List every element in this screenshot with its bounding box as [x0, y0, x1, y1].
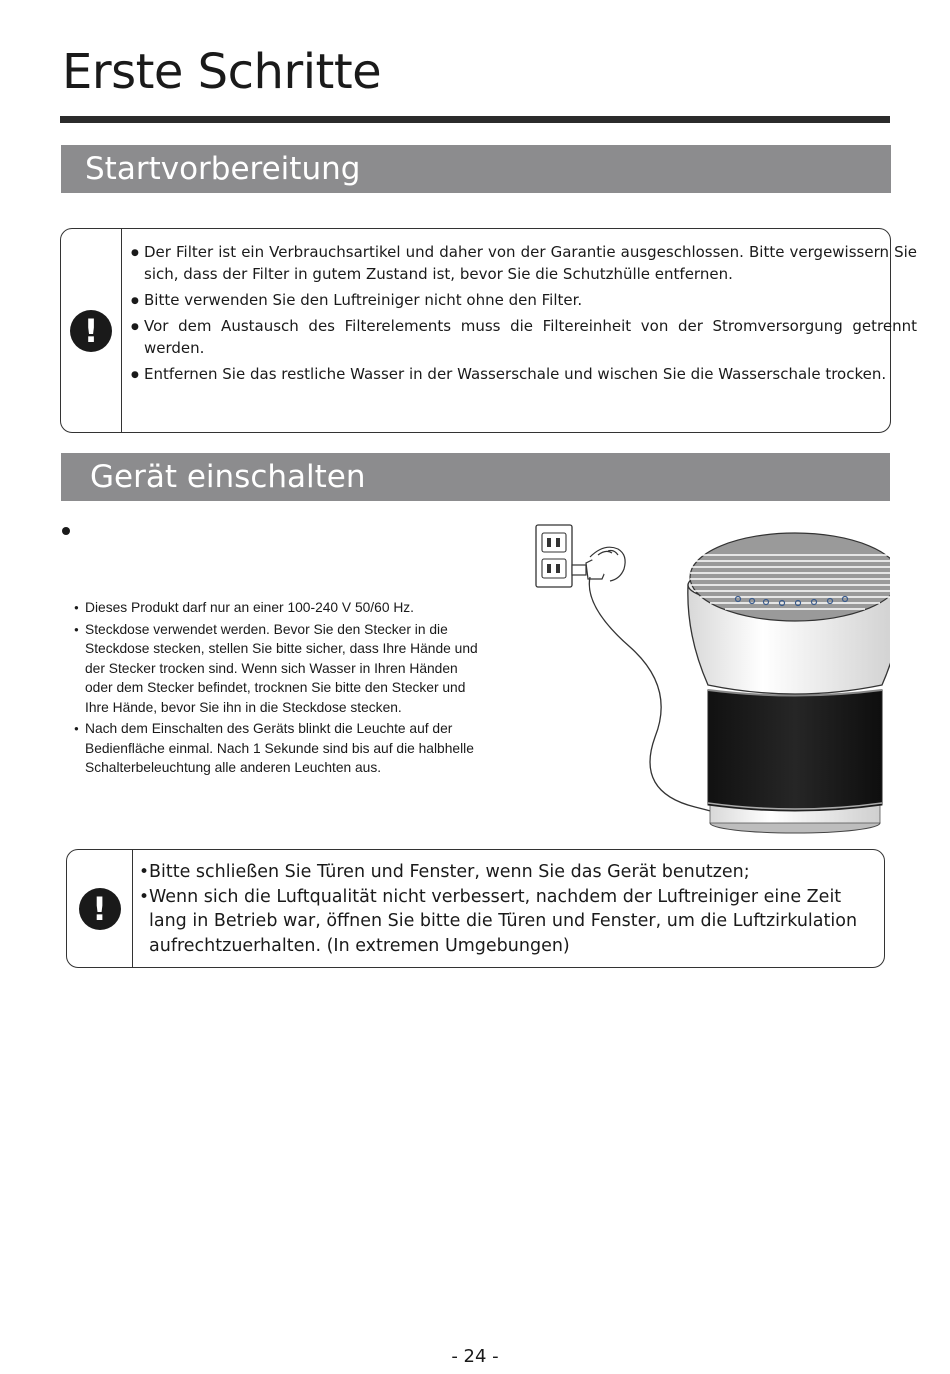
- plug-hand-icon: [572, 547, 625, 581]
- list-item: ● Steckdose verwendet werden. Bevor Sie den Stecker in die Steckdose stecken, stellen Sie bitte sicher, dass Ihre Hände und der Stecker trocken sind. Wenn sich Wasser in Ihren Händen oder dem Stecker befindet, trocknen Sie bitte den Stecker und Ihre Hände, bevor Sie ihn in die Steckdose stecken.: [74, 620, 484, 718]
- list-item: ● Nach dem Einschalten des Geräts blinkt die Leuchte auf der Bedienfläche einmal. Nach 1 Sekunde sind bis auf die halbhelle Schalterbeleuchtung alle anderen Leuchten aus.: [74, 719, 484, 778]
- list-item: ● Bitte verwenden Sie den Luftreiniger nicht ohne den Filter.: [123, 289, 917, 311]
- exclamation-icon: !: [79, 888, 121, 930]
- list-item: ● Entfernen Sie das restliche Wasser in der Wasserschale und wischen Sie die Wasserschale trocken.: [123, 363, 917, 385]
- page-title: Erste Schritte: [62, 44, 382, 100]
- list-item: ● Vor dem Austausch des Filterelements muss die Filtereinheit von der Stromversorgung getrennt werden.: [123, 315, 917, 359]
- notice-icon-cell: [61, 229, 122, 432]
- list-item: • Bitte schließen Sie Türen und Fenster, wenn Sie das Gerät benutzen;: [139, 860, 864, 885]
- notice-box-startvorbereitung: [60, 228, 917, 433]
- section-heading-startvorbereitung: Startvorbereitung: [61, 145, 891, 193]
- body-list: [74, 598, 484, 780]
- air-purifier-illustration: [520, 515, 890, 835]
- section-heading-geraet-einschalten: Gerät einschalten: [61, 453, 890, 501]
- notice-list: [123, 241, 917, 389]
- list-item: ● Dieses Produkt darf nur an einer 100-240 V 50/60 Hz.: [74, 598, 435, 618]
- page-number: - 24 -: [451, 1346, 499, 1367]
- lone-bullet: [62, 527, 70, 535]
- list-item: ● Der Filter ist ein Verbrauchsartikel und daher von der Garantie ausgeschlossen. Bitte vergewissern Sie sich, dass der Filter in gutem Zustand ist, bevor Sie die Schutzhülle entfernen.: [123, 241, 917, 285]
- notice-icon-cell: [67, 850, 133, 967]
- notice-list: [139, 860, 864, 958]
- wall-outlet-icon: [536, 525, 572, 587]
- notice-box-geraet-einschalten: [66, 849, 885, 968]
- list-item: • Wenn sich die Luftqualität nicht verbessert, nachdem der Luftreiniger eine Zeit lang in Betrieb war, öffnen Sie bitte die Türen und Fenster, um die Luftzirkulation aufrechtzuerhalten. (In extremen Umgebungen): [139, 885, 864, 959]
- title-divider: [60, 116, 890, 123]
- exclamation-icon: !: [70, 310, 112, 352]
